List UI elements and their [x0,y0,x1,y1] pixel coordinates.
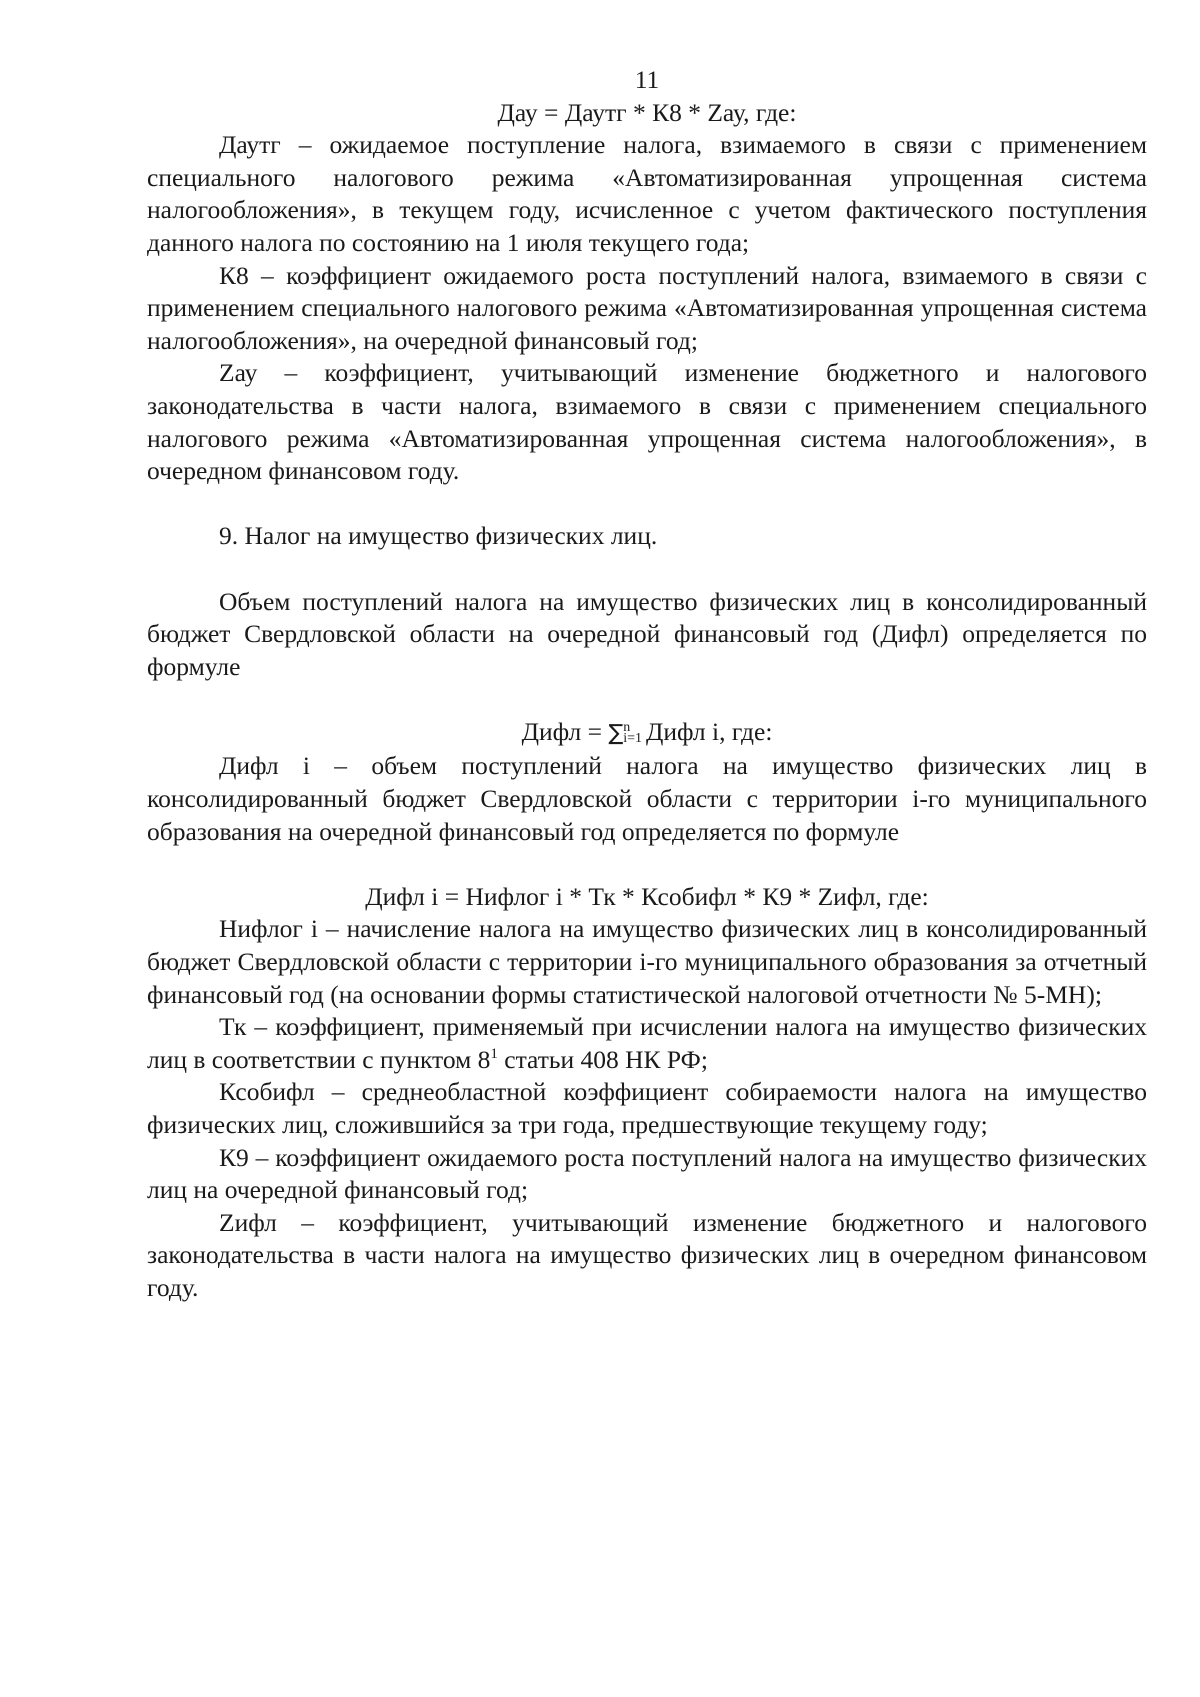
definition-niflog: Нифлог i – начисление налога на имущество физических лиц в консолидированный бюджет Свердловской области с территории i-го муниципального образования за отчетный финансовый год (на основании формы статистической налоговой отчетности № 5-МН); [147,914,1147,1009]
intro-paragraph: Объем поступлений налога на имущество физических лиц в консолидированный бюджет Свердловской области на очередной финансовый год (Дифл) определяется по формуле [147,586,1147,681]
spacer [147,488,1147,521]
sum-upper-limit: n [623,719,631,735]
sum-limits [623,719,642,746]
page-number: 11 [634,65,660,94]
definition-tk-superscript: 1 [490,1045,498,1062]
definition-ksobifl: Ксобифл – среднеобластной коэффициент собираемости налога на имущество физических лиц, сложившийся за три года, предшествующие текущему году; [147,1077,1147,1139]
document-page [147,64,1147,1305]
formula-sum-rhs: Дифл i, где: [645,716,773,746]
sum-sign: ∑ [608,720,624,746]
definition-dautg: Даутг – ожидаемое поступление налога, взимаемого в связи с применением специального налогового режима «Автоматизированная упрощенная система налогообложения», в текущем году, исчисленное с учетом фактического поступления данного налога по состоянию на 1 июля текущего года; [147,130,1147,257]
formula-difl-i: Дифл i = Нифлог i * Тк * Ксобифл * К9 * Zифл, где: [365,881,929,911]
definition-k9: К9 – коэффициент ожидаемого роста поступлений налога на имущество физических лиц на очередной финансовый год; [147,1142,1147,1205]
formula-sum [147,716,1147,751]
definition-tk [147,1011,1147,1076]
formula-sum-lhs: Дифл = [521,716,609,746]
formula-dau: Дау = Даутг * К8 * Zау, где: [497,97,797,127]
definition-difl-i: Дифл i – объем поступлений налога на имущество физических лиц в консолидированный бюджет Свердловской области с территории i-го муниципального образования на очередной финансовый год определяется по формуле [147,751,1147,846]
definition-tk-tail: статьи 408 НК РФ; [497,1044,708,1074]
definition-zifl: Zифл – коэффициент, учитывающий изменение бюджетного и налогового законодательства в части налога на имущество физических лиц в очередном финансовом году. [147,1207,1147,1302]
sum-lower-limit: i=1 [623,730,642,746]
section-heading: 9. Налог на имущество физических лиц. [219,521,658,551]
spacer [147,848,1147,881]
definition-zau: Zау – коэффициент, учитывающий изменение бюджетного и налогового законодательства в части налога, взимаемого в связи с применением специального налогового режима «Автоматизированная упрощенная система налогообложения», в очередном финансовом году. [147,358,1147,486]
spacer [147,683,1147,716]
definition-tk-text: Тк – коэффициент, применяемый при исчислении налога на имущество физических лиц в соответствии с пунктом 8 [147,1012,1147,1074]
definition-k8: К8 – коэффициент ожидаемого роста поступлений налога, взимаемого в связи с применением специального налогового режима «Автоматизированная упрощенная система налогообложения», на очередной финансовый год; [147,260,1147,355]
spacer [147,553,1147,586]
